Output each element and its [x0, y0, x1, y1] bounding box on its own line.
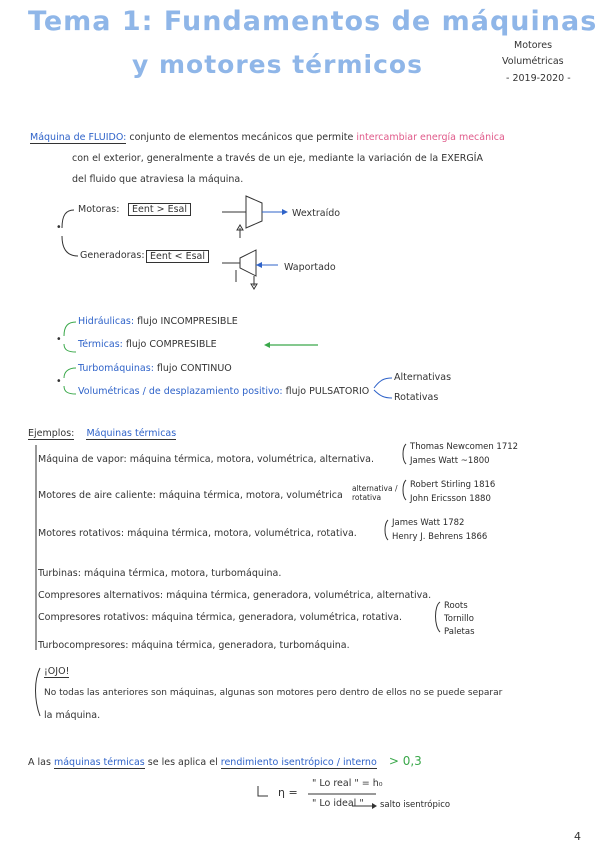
generadoras-result: Waportado — [284, 262, 336, 273]
efficiency-text-b: se les aplica el — [147, 757, 218, 768]
motoras-label: Motoras: — [78, 204, 120, 215]
example-name: Motores de aire caliente: — [38, 490, 156, 501]
person-6: Henry J. Behrens 1866 — [392, 532, 488, 542]
example-name: Máquina de vapor: — [38, 454, 127, 465]
bullet: • — [56, 222, 62, 233]
example-item — [38, 640, 350, 651]
course-year: - 2019-2020 - — [506, 73, 571, 84]
definition-line-2: con el exterior, generalmente a través de un eje, mediante la variación de la EXERGÍA — [72, 153, 483, 164]
efficiency-text-a: A las — [28, 757, 51, 768]
example-desc: máquina térmica, motora, volumétrica, rotativa. — [127, 528, 357, 539]
examples-heading: Ejemplos: — [28, 428, 75, 439]
example-item — [38, 454, 374, 465]
definition-line-1 — [30, 132, 505, 143]
generadoras-label: Generadoras: — [80, 250, 145, 261]
person-4: John Ericsson 1880 — [410, 494, 491, 504]
example-extra: alternativa / rotativa — [352, 484, 398, 502]
page-number: 4 — [574, 830, 581, 843]
volumetricas-label: Volumétricas / de desplazamiento positivo: — [78, 386, 283, 397]
example-name: Compresores rotativos: — [38, 612, 149, 623]
example-name: Turbocompresores: — [38, 640, 129, 651]
eta-denominator: " Lo ideal " — [312, 798, 364, 809]
person-2: James Watt ~1800 — [410, 456, 490, 466]
examples-heading-row — [28, 428, 176, 439]
example-item — [38, 612, 402, 623]
hidraulicas-text: flujo INCOMPRESIBLE — [137, 316, 238, 327]
example-desc: máquina térmica, generadora, volumétrica, rotativa. — [151, 612, 403, 623]
efficiency-value: > 0,3 — [388, 754, 422, 768]
course-line-2: Volumétricas — [502, 56, 564, 67]
definition-term: Máquina de FLUIDO: — [30, 132, 127, 143]
definition-text-a: conjunto de elementos mecánicos que permite — [129, 132, 354, 143]
examples-subheading: Máquinas térmicas — [86, 428, 177, 439]
efficiency-line — [28, 754, 422, 768]
motoras-formula: Eent > Esal — [128, 203, 191, 216]
person-5: James Watt 1782 — [392, 518, 465, 528]
compressor-diagram-generadora — [222, 250, 278, 289]
termicas-row — [78, 339, 217, 350]
rotary-type-tornillo: Tornillo — [444, 614, 474, 624]
person-3: Robert Stirling 1816 — [410, 480, 496, 490]
turbo-text: flujo CONTINUO — [156, 363, 232, 374]
example-name: Motores rotativos: — [38, 528, 125, 539]
generadoras-formula: Eent < Esal — [146, 250, 209, 263]
person-1: Thomas Newcomen 1712 — [410, 442, 519, 452]
termicas-text: flujo COMPRESIBLE — [125, 339, 217, 350]
rotary-type-paletas: Paletas — [444, 627, 475, 637]
example-desc: máquina térmica, motora, volumétrica — [158, 490, 343, 501]
hidraulicas-label: Hidráulicas: — [78, 316, 135, 327]
example-item — [38, 568, 281, 579]
example-item — [38, 490, 343, 501]
turbine-diagram-motora — [222, 196, 288, 238]
volumetricas-text: flujo PULSATORIO — [285, 386, 370, 397]
example-desc: máquina térmica, motora, volumétrica, alternativa. — [129, 454, 375, 465]
title-line-2: y motores térmicos — [132, 50, 423, 79]
termicas-label: Térmicas: — [78, 339, 123, 350]
motoras-result: Wextraído — [292, 208, 341, 219]
eta-symbol: η = — [278, 786, 298, 799]
eta-note: salto isentrópico — [380, 800, 451, 810]
example-item — [38, 528, 357, 539]
alternativas-label: Alternativas — [394, 372, 452, 383]
turbo-label: Turbomáquinas: — [78, 363, 154, 374]
efficiency-term: máquinas térmicas — [53, 757, 145, 768]
example-name: Turbinas: — [38, 568, 81, 579]
definition-line-3: del fluido que atraviesa la máquina. — [72, 174, 244, 185]
turbo-row — [78, 363, 232, 374]
title-line-1: Tema 1: Fundamentos de máquinas — [28, 6, 598, 37]
example-name: Compresores alternativos: — [38, 590, 164, 601]
example-item — [38, 590, 431, 601]
rotary-type-roots: Roots — [444, 601, 468, 611]
note-line-1: No todas las anteriores son máquinas, algunas son motores pero dentro de ellos no se puede separar — [44, 688, 503, 698]
example-desc: máquina térmica, motora, turbomáquina. — [83, 568, 282, 579]
course-line-1: Motores — [514, 40, 553, 51]
example-desc: máquina térmica, generadora, turbomáquina. — [131, 640, 350, 651]
hidraulicas-row — [78, 316, 238, 327]
efficiency-highlight: rendimiento isentrópico / interno — [220, 757, 377, 768]
definition-highlight: intercambiar energía mecánica — [356, 132, 505, 143]
volumetricas-row — [78, 386, 369, 397]
note-line-2: la máquina. — [44, 710, 101, 721]
example-desc: máquina térmica, generadora, volumétrica, alternativa. — [166, 590, 432, 601]
rotativas-label: Rotativas — [394, 392, 439, 403]
bullet: • — [56, 334, 62, 345]
bullet: • — [56, 376, 62, 387]
note-label: ¡OJO! — [44, 666, 70, 677]
eta-numerator: " Lo real " = h₀ — [312, 778, 383, 789]
